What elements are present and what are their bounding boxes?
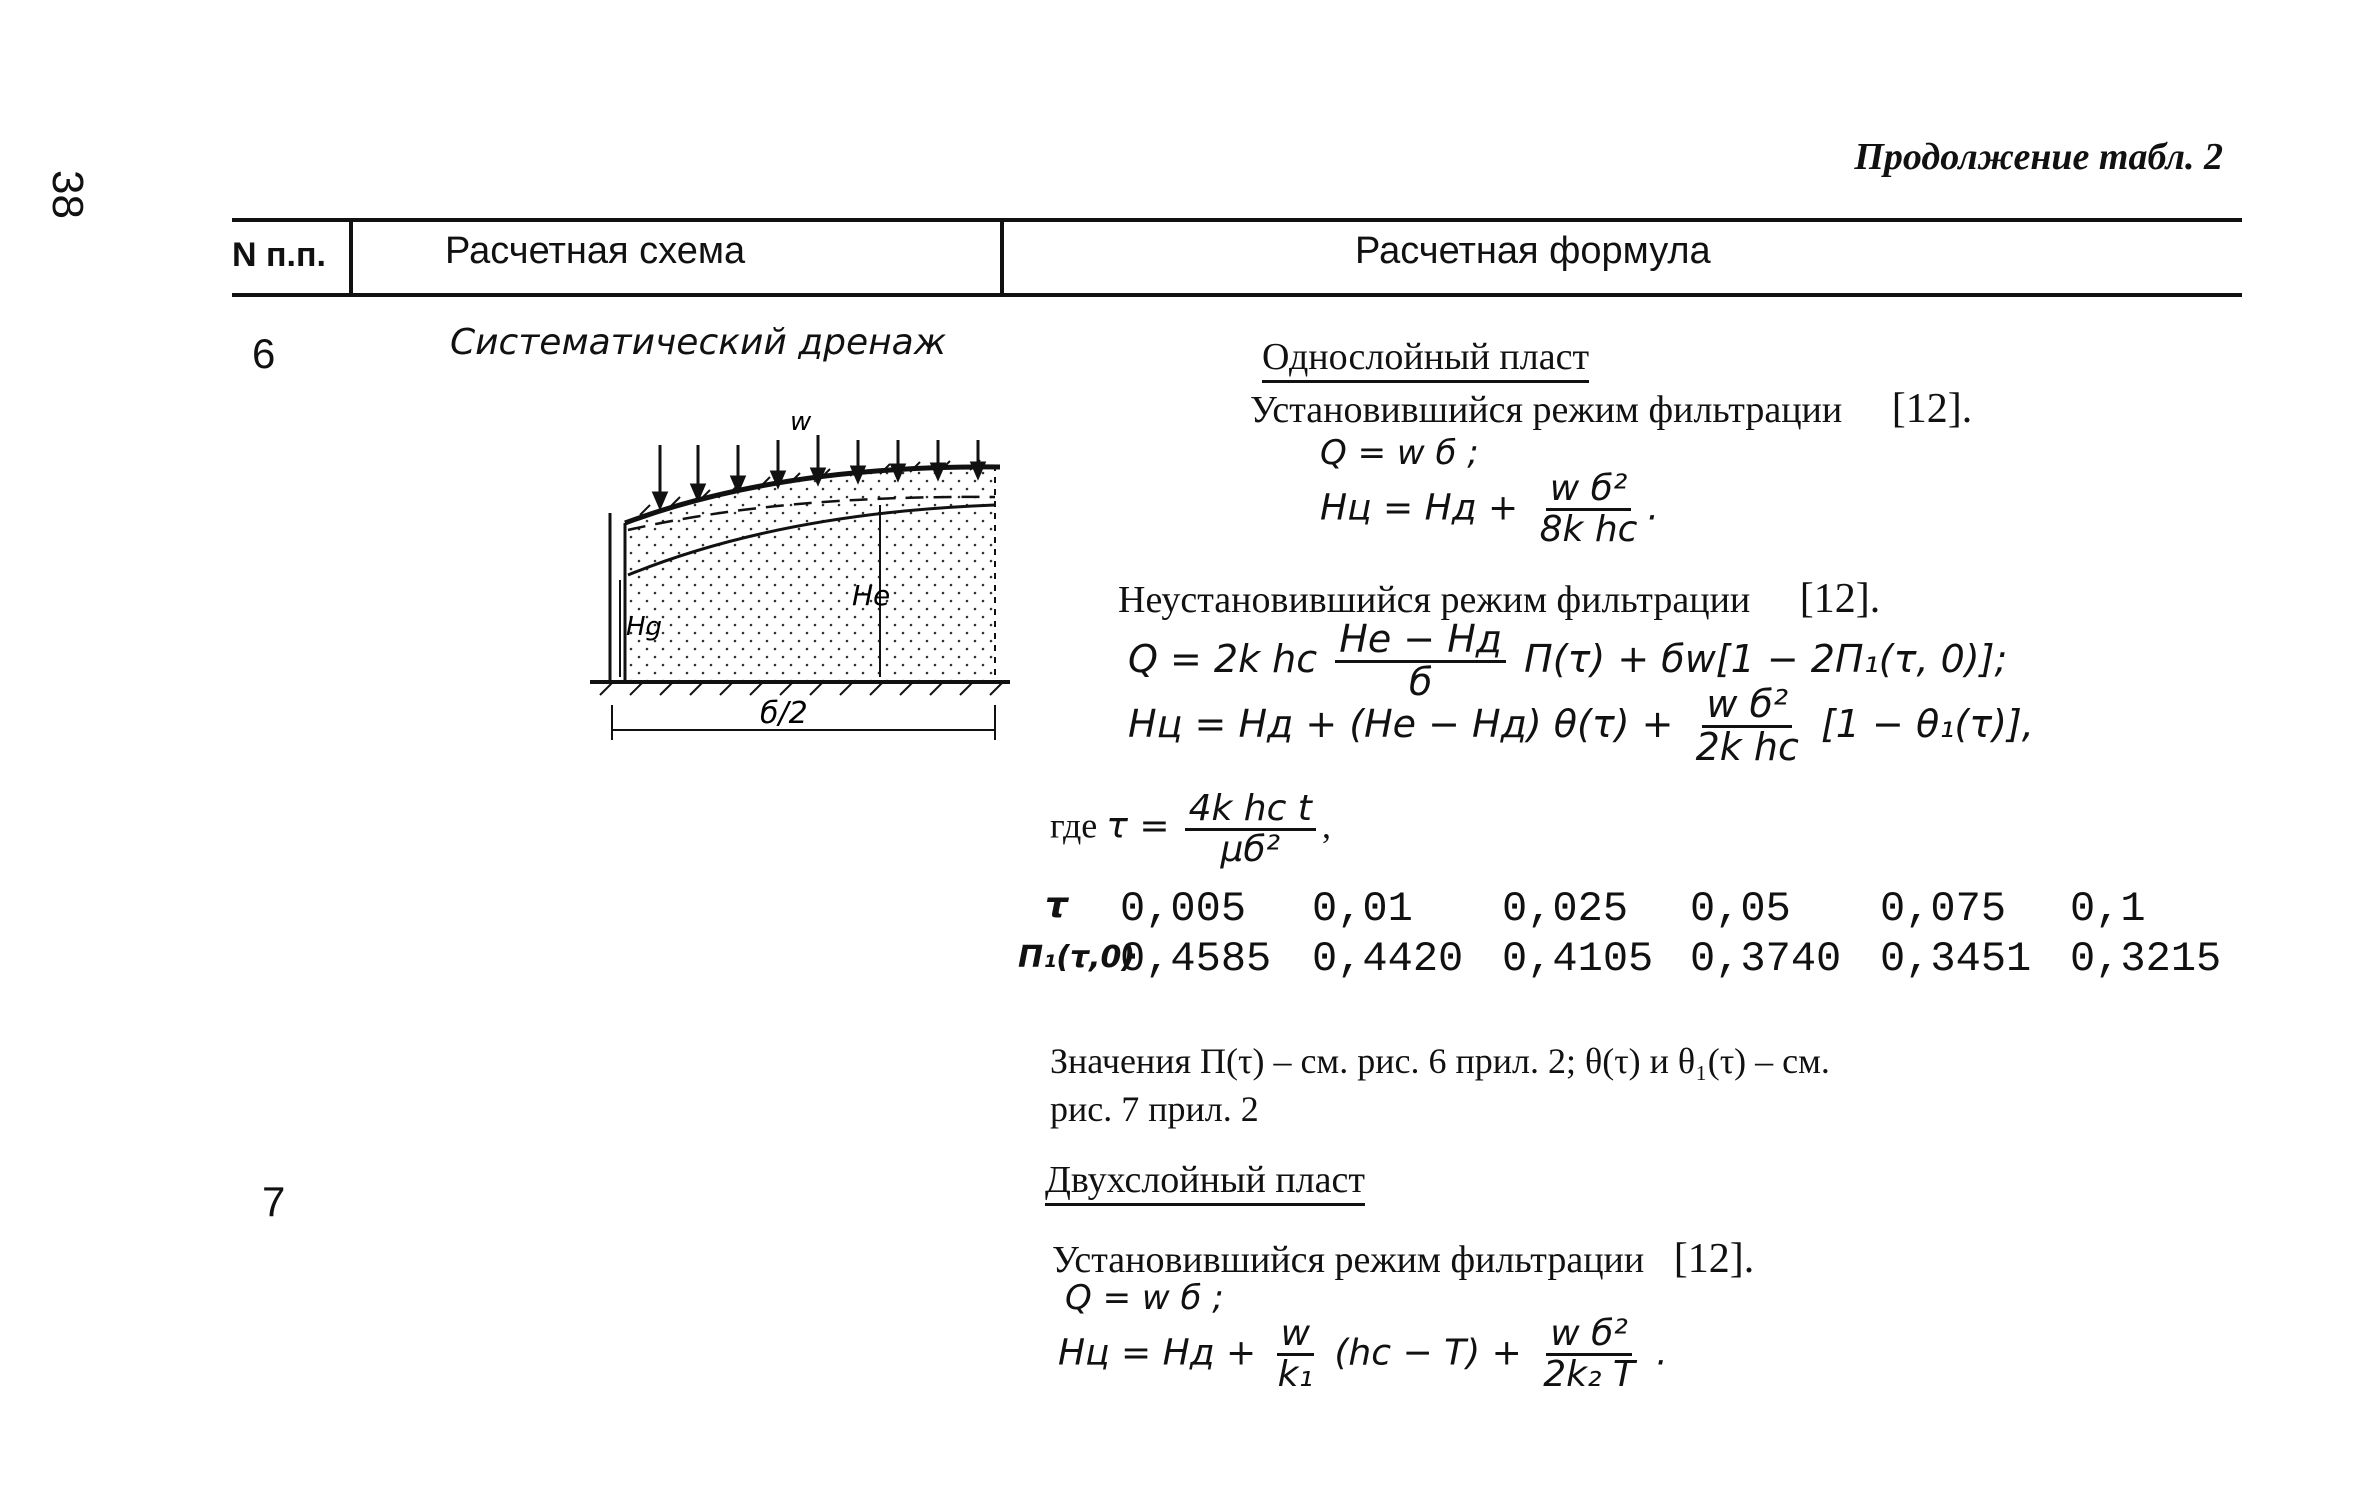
- label-he: He: [852, 579, 891, 612]
- row-number-7: 7: [262, 1178, 286, 1225]
- pi-value: 0,4420: [1312, 935, 1464, 983]
- unsteady-regime-label: Неустановившийся режим фильтрации [12].: [1118, 576, 1881, 622]
- pi-value: 0,4585: [1120, 935, 1272, 983]
- tau-value: 0,005: [1120, 885, 1247, 933]
- pi-value: 0,3215: [2070, 935, 2222, 983]
- tau-value: 0,1: [2070, 885, 2146, 933]
- header-scheme: Расчетная схема: [445, 230, 746, 272]
- section-title-single-layer: Однослойный пласт: [1262, 335, 1589, 379]
- steady-regime-label: Установившийся режим фильтрации [12].: [1250, 386, 1973, 432]
- header-formula: Расчетная формула: [1355, 230, 1711, 272]
- drainage-diagram: [580, 405, 1020, 750]
- pi-value: 0,3451: [1880, 935, 2032, 983]
- tau-value: 0,01: [1312, 885, 1413, 933]
- tau-value: 0,05: [1690, 885, 1791, 933]
- table-top-rule: [232, 218, 2242, 222]
- page-number: 38: [43, 170, 92, 219]
- tau-value: 0,075: [1880, 885, 2007, 933]
- values-note: Значения П(τ) – см. рис. 6 прил. 2; θ(τ) и θ₁(τ) – см.: [1050, 1041, 1830, 1081]
- pi-value: 0,3740: [1690, 935, 1842, 983]
- formula-q-steady: Q = w б ;: [1320, 433, 1479, 473]
- scheme-title: Систематический дренаж: [450, 322, 947, 363]
- label-w: w: [790, 407, 812, 437]
- pi-row-label: П₁(τ,0): [1018, 940, 1136, 975]
- section-title-double-layer: Двухслойный пласт: [1045, 1158, 1365, 1202]
- values-note-2: рис. 7 прил. 2: [1050, 1089, 1259, 1129]
- formula-hc-steady: Hц = Hд + $\frac{\text{w б²}}{\text{8k hc}}$ .: [1320, 468, 1659, 550]
- tau-value: 0,025: [1502, 885, 1629, 933]
- formula-hc-double: Hц = Hд + $\frac{w}{\text{k₁}}$ (hc − T) + $\frac{\text{w б²}}{\text{2k₂ T}}$ .: [1058, 1313, 1668, 1395]
- column-divider-2: [1000, 220, 1004, 295]
- formula-hc-unsteady: Hц = Hд + (He − Hд) θ(τ) + $\frac{\text{w б²}}{\text{2k hc}}$ [1 − θ₁(τ)],: [1128, 682, 2034, 769]
- soil-area: [625, 470, 995, 680]
- header-number: N п.п.: [232, 236, 326, 274]
- column-divider-1: [349, 220, 353, 295]
- formula-q-unsteady: Q = 2k hc $\frac{He - Hд}{б}$ П(τ) + бw[1 − 2П₁(τ, 0)];: [1128, 617, 2008, 704]
- table-header-bottom-rule: [232, 293, 2242, 297]
- pi-value: 0,4105: [1502, 935, 1654, 983]
- row-number-6: 6: [252, 330, 276, 377]
- tau-row-label: τ: [1045, 885, 1068, 926]
- label-half-b: б/2: [760, 696, 808, 731]
- steady-regime-label-2: Установившийся режим фильтрации [12].: [1052, 1236, 1755, 1282]
- table-continuation-label: Продолжение табл. 2: [1854, 136, 2223, 178]
- label-hd: Hg: [626, 612, 663, 642]
- formula-q-double: Q = w б ;: [1065, 1278, 1224, 1318]
- formula-tau: где τ = $\frac{\text{4k hc t}}{\text{μб²}}$ ,: [1050, 788, 1331, 870]
